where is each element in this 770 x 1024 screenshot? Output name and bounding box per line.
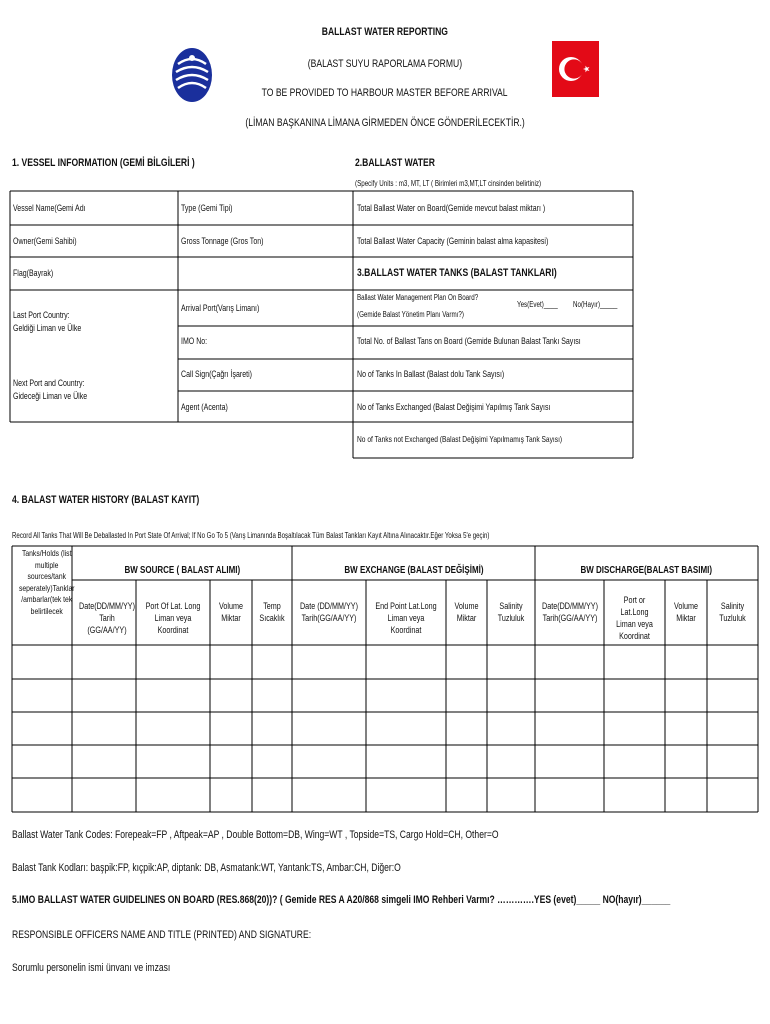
bwmp-question: Ballast Water Management Plan On Board? <box>357 293 479 302</box>
tank-codes-en: Ballast Water Tank Codes: Forepeak=FP , Aftpeak=AP , Double Bottom=DB, Wing=WT , Topside=TS, Cargo Hold=CH, Other=O <box>12 829 499 841</box>
call-sign-label: Call Sign(Çağrı İşareti) <box>181 369 253 379</box>
section-imo-guidelines: 5.IMO BALLAST WATER GUIDELINES ON BOARD (RES.868(20))? ( Gemide RES A A20/868 simgeli IMO Rehberi Varmı? ………….YES (evet)_____ NO(hayır)______ <box>12 894 671 906</box>
src-temp-header: Temp Sıcaklık <box>259 601 285 623</box>
src-port-header: Port Of Lat. Long Liman veya Koordinat <box>145 601 201 635</box>
vessel-name-label: Vessel Name(Gemi Adı <box>13 203 86 213</box>
section-ballast-tanks: 3.BALLAST WATER TANKS (BALAST TANKLARI) <box>357 267 557 279</box>
ex-volume-header: Volume Miktar <box>454 601 479 623</box>
section-ballast-water: 2.BALLAST WATER <box>355 157 435 169</box>
total-tanks-label: Total No. of Ballast Tans on Board (Gemide Bulunan Balast Tankı Sayısı <box>357 336 581 346</box>
units-note: (Specify Units : m3, MT, LT ( Birimleri m3,MT,LT cinsinden belirtiniz) <box>355 179 542 188</box>
imo-label: IMO No: <box>181 336 208 346</box>
ex-endpoint-header: End Point Lat.Long Liman veya Koordinat <box>375 601 437 635</box>
bw-exchange-header: BW EXCHANGE (BALAST DEĞİŞİMİ) <box>343 565 484 576</box>
form-subtitle: TO BE PROVIDED TO HARBOUR MASTER BEFORE ARRIVAL <box>262 87 508 99</box>
form-subtitle-tr: (LİMAN BAŞKANINA LİMANA GİRMEDEN ÖNCE GÖNDERİLECEKTİR.) <box>245 117 525 129</box>
next-port-label-tr: Gideceği Liman ve Ülke <box>13 391 88 401</box>
tank-codes-tr: Balast Tank Kodları: başpik:FP, kıçpik:AP, diptank: DB, Asmatank:WT, Yantank:TS, Ambar:CH, Diğer:O <box>12 862 401 874</box>
ex-salinity-header: Salinity Tuzluluk <box>497 601 525 623</box>
last-port-label: Last Port Country: <box>13 310 70 320</box>
flag-label: Flag(Bayrak) <box>13 268 54 278</box>
section-vessel-info: 1. VESSEL INFORMATION (GEMİ BİLGİLERİ ) <box>12 157 195 169</box>
last-port-label-tr: Geldiği Liman ve Ülke <box>13 323 82 333</box>
gross-tonnage-label: Gross Tonnage (Gros Ton) <box>181 236 264 246</box>
vessel-type-label: Type (Gemi Tipi) <box>181 203 233 213</box>
tanks-exchanged-label: No of Tanks Exchanged (Balast Değişimi Yapılmış Tank Sayısı <box>357 402 551 412</box>
owner-label: Owner(Gemi Sahibi) <box>13 236 77 246</box>
ballast-capacity-label: Total Ballast Water Capacity (Geminin balast alma kapasitesi) <box>357 236 549 246</box>
history-instruction: Record All Tanks That Will Be Deballasted In Port State Of Arrival; If No Go To 5 (Varış Limanında Boşaltılacak Tüm Balast Tankları Kayıt Altına Alınacaktır.Eğer Yoksa 5'e geçin) <box>12 530 490 540</box>
dis-port-header: Port or Lat.Long Liman veya Koordinat <box>616 595 653 641</box>
src-date-header: Date(DD/MM/YY) Tarih (GG/AA/YY) <box>79 601 136 635</box>
section-ballast-history: 4. BALAST WATER HISTORY (BALAST KAYIT) <box>12 494 200 506</box>
dis-date-header: Date(DD/MM/YY) Tarih(GG/AA/YY) <box>542 601 599 623</box>
responsible-officer-tr: Sorumlu personelin ismi ünvanı ve imzası <box>12 962 171 974</box>
form-title: BALLAST WATER REPORTING <box>321 26 449 38</box>
dis-salinity-header: Salinity Tuzluluk <box>719 601 746 623</box>
bwmp-yes[interactable]: Yes(Evet)____ <box>517 300 558 309</box>
bw-source-header: BW SOURCE ( BALAST ALIMI) <box>124 565 240 576</box>
src-volume-header: Volume Miktar <box>218 601 244 623</box>
bwmp-question-tr: (Gemide Balast Yönetim Planı Varmı?) <box>357 310 464 319</box>
arrival-port-label: Arrival Port(Varış Limanı) <box>181 303 260 313</box>
dis-volume-header: Volume Miktar <box>673 601 699 623</box>
bwmp-no[interactable]: No(Hayır)_____ <box>573 300 618 309</box>
form-title-tr: (BALAST SUYU RAPORLAMA FORMU) <box>307 58 463 70</box>
tanks-in-ballast-label: No of Tanks In Ballast (Balast dolu Tank Sayısı) <box>357 369 505 379</box>
tanks-col-header: Tanks/Holds (list multiple sources/tank seperately)Tanklar /ambarlar(tek tek belirtilecek <box>18 548 75 616</box>
tanks-not-exchanged-label: No of Tanks not Exchanged (Balast Değişimi Yapılmamış Tank Sayısı) <box>357 434 563 444</box>
bw-discharge-header: BW DISCHARGE(BALAST BASIMI) <box>580 565 713 576</box>
next-port-label: Next Port and Country: <box>13 378 85 388</box>
ex-date-header: Date (DD/MM/YY) Tarih(GG/AA/YY) <box>299 601 358 623</box>
responsible-officer-en: RESPONSIBLE OFFICERS NAME AND TITLE (PRINTED) AND SIGNATURE: <box>12 929 312 941</box>
total-ballast-label: Total Ballast Water on Board(Gemide mevcut balast miktarı ) <box>357 203 546 213</box>
agent-label: Agent (Acenta) <box>181 402 228 412</box>
